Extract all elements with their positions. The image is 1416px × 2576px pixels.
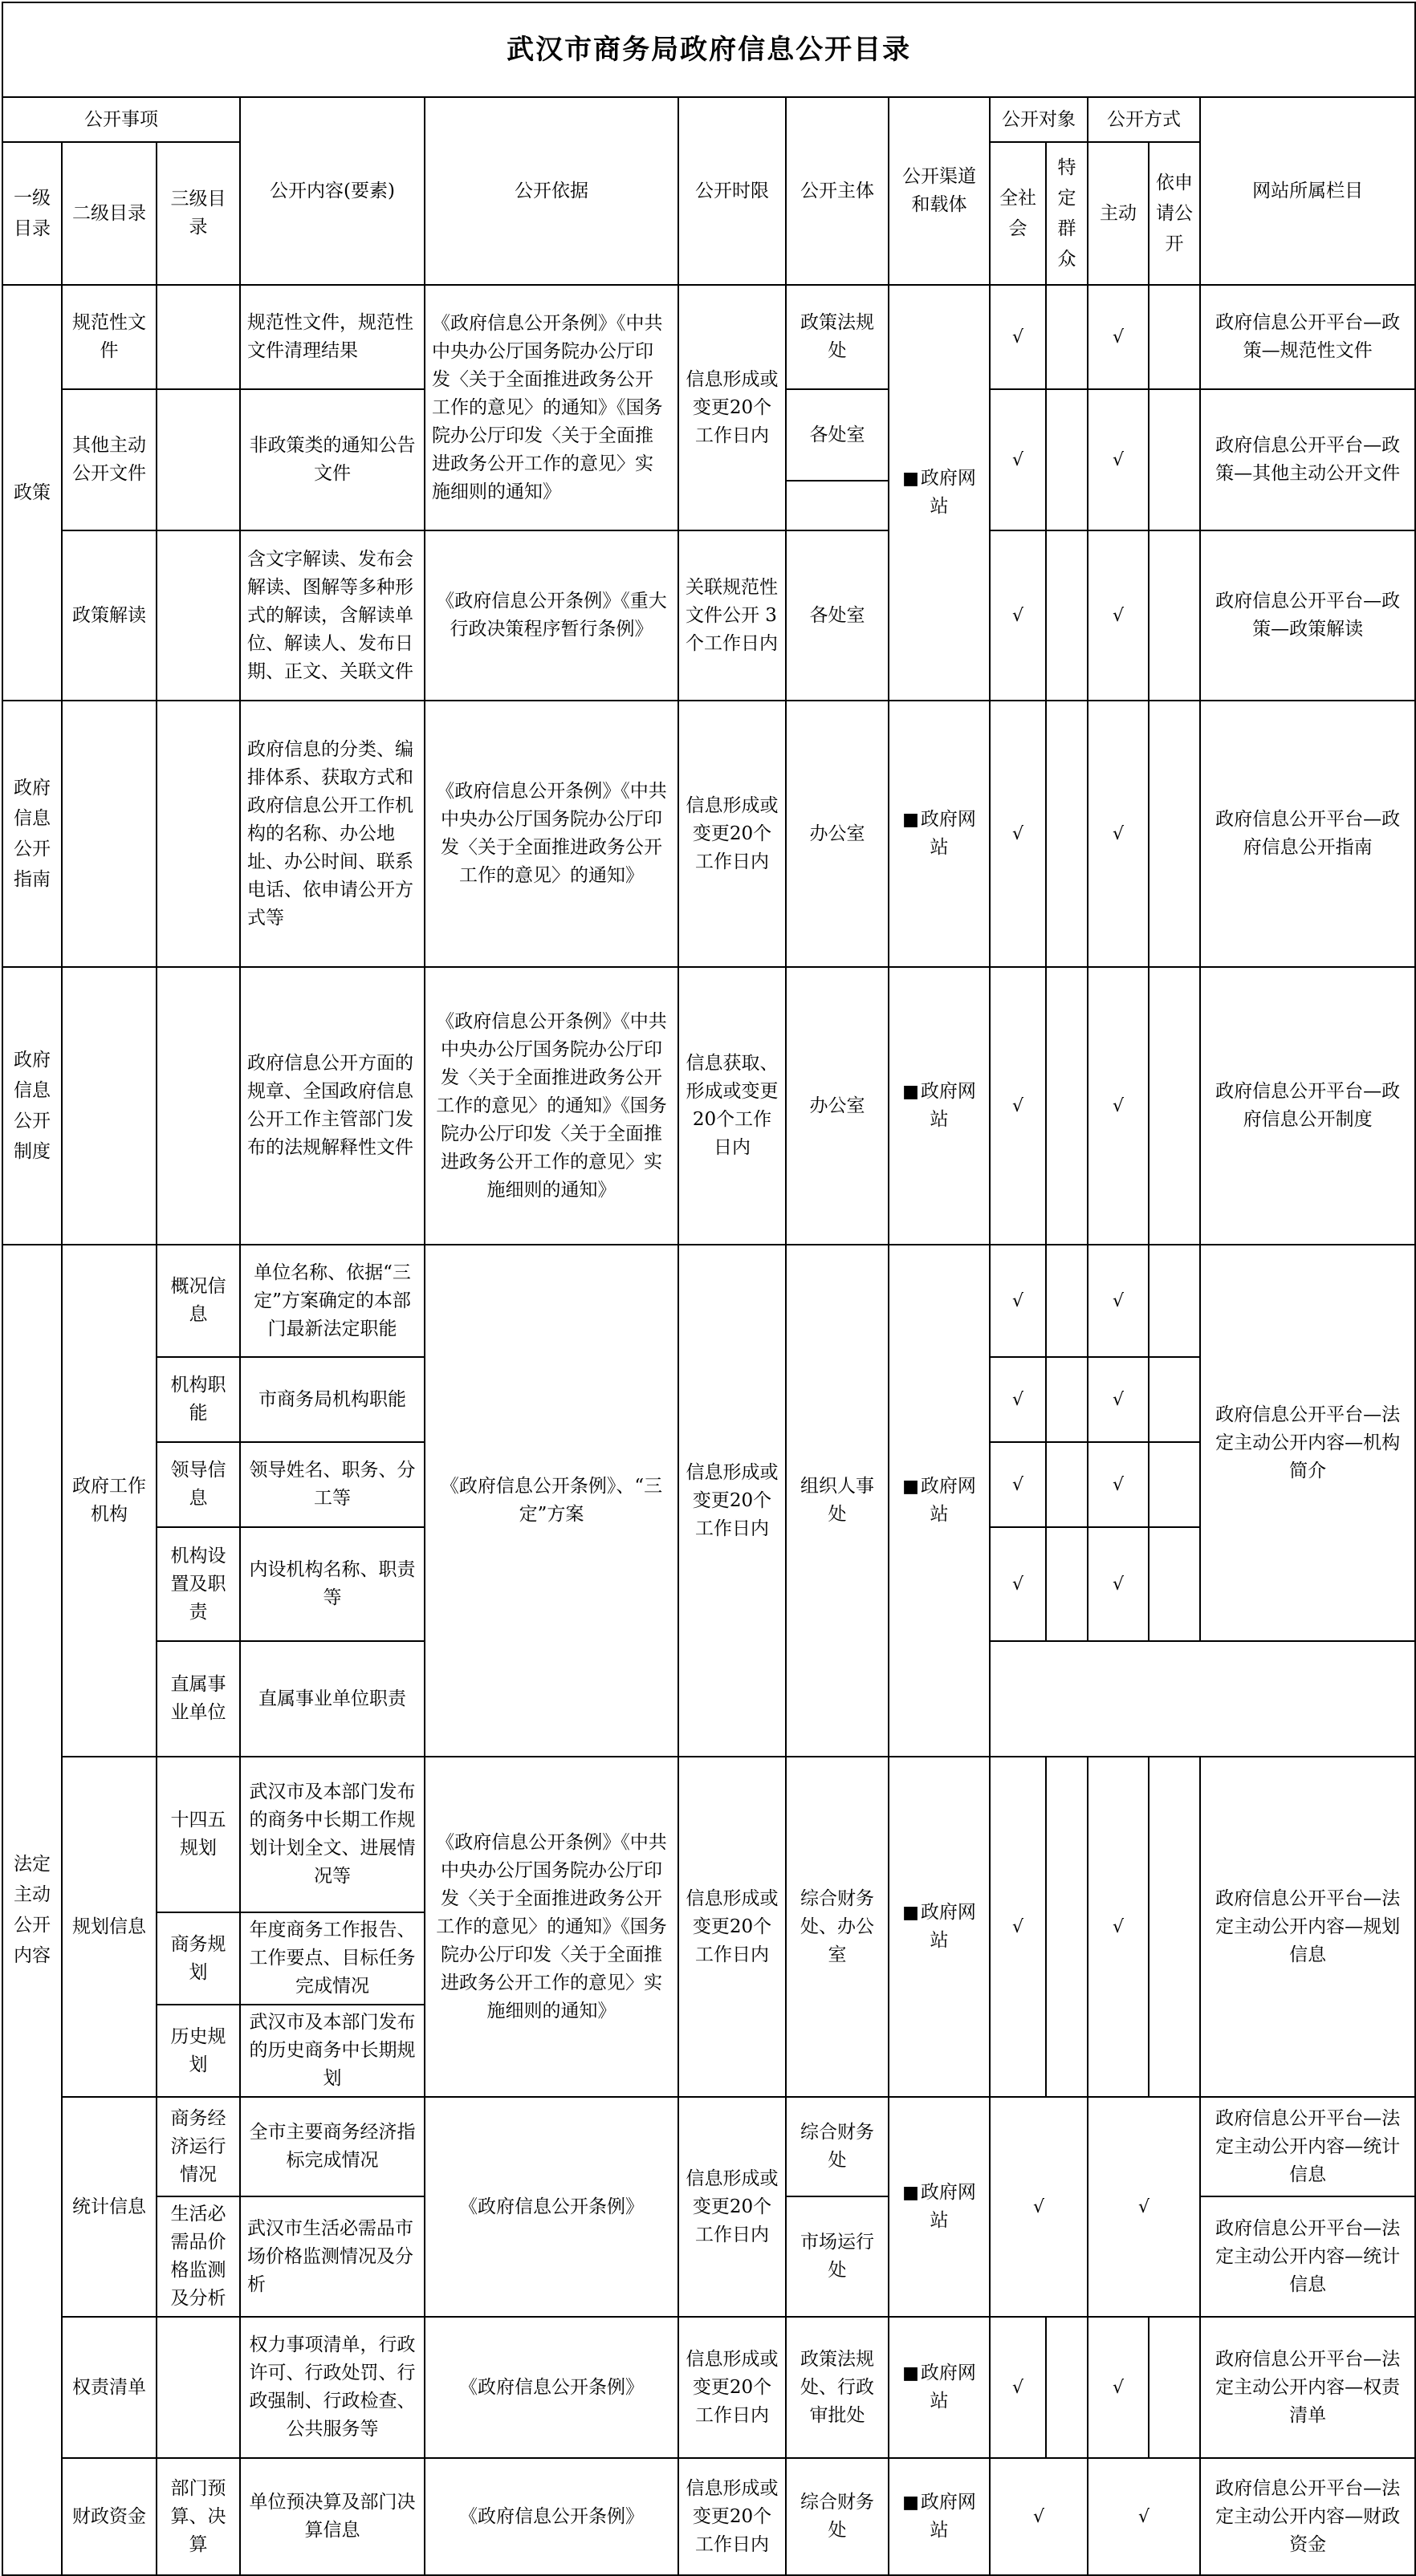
check-active-org: √ — [1088, 1527, 1149, 1641]
cell-empty — [1046, 1527, 1088, 1641]
square-icon: ■ — [902, 1903, 919, 1923]
cell-empty — [1149, 285, 1200, 389]
square-icon: ■ — [902, 810, 919, 830]
basis-org: 《政府信息公开条例》、“三定”方案 — [425, 1245, 678, 1757]
check-active-norm: √ — [1088, 285, 1149, 389]
cell-empty — [1046, 1757, 1088, 2097]
basis-guide: 《政府信息公开条例》《中共中央办公厅国务院办公厅印发〈关于全面推进政务公开工作的意见〉的通知》 — [425, 701, 678, 967]
level3-empty — [157, 701, 240, 967]
header-time-limit: 公开时限 — [678, 97, 786, 285]
level2-other: 其他主动公开文件 — [62, 389, 157, 530]
header-column: 网站所属栏目 — [1200, 97, 1415, 285]
channel-power — [889, 2317, 990, 2458]
cell-empty — [1149, 2317, 1200, 2458]
header-method-active: 主动 — [1088, 142, 1149, 285]
header-level3: 三级目录 — [157, 142, 240, 285]
channel-stats — [889, 2097, 990, 2317]
content-power: 权力事项清单，行政许可、行政处罚、行政强制、行政检查、公共服务等 — [240, 2317, 425, 2458]
check-active-finance: √ — [1088, 2458, 1200, 2575]
subject-power: 政策法规处、行政审批处 — [786, 2317, 889, 2458]
subject-plan: 综合财务处、办公室 — [786, 1757, 889, 2097]
cell-empty — [1149, 1357, 1200, 1442]
column-norm: 政府信息公开平台—政策—规范性文件 — [1200, 285, 1415, 389]
level3-empty — [157, 530, 240, 701]
content-stats: 全市主要商务经济指标完成情况 — [240, 2097, 425, 2196]
channel-text: 政府网站 — [920, 809, 976, 858]
cell-empty — [1046, 1442, 1088, 1527]
level2-empty — [62, 967, 157, 1245]
time-interpret: 关联规范性文件公开 3 个工作日内 — [678, 530, 786, 701]
time-power: 信息形成或变更20个工作日内 — [678, 2317, 786, 2458]
channel-org — [889, 1245, 990, 1757]
channel-text: 政府网站 — [920, 2363, 976, 2411]
level3-empty — [157, 2317, 240, 2458]
subject-interpret: 各处室 — [786, 530, 889, 701]
time-org: 信息形成或变更20个工作日内 — [678, 1245, 786, 1757]
header-content: 公开内容(要素) — [240, 97, 425, 285]
cell-empty — [1149, 1442, 1200, 1527]
header-subject: 公开主体 — [786, 97, 889, 285]
level2-empty — [62, 701, 157, 967]
check-active-power: √ — [1088, 2317, 1149, 2458]
check-all-other: √ — [990, 389, 1046, 530]
check-active-plan: √ — [1088, 1757, 1149, 2097]
channel-text: 政府网站 — [920, 1081, 976, 1130]
check-active-other: √ — [1088, 389, 1149, 530]
level1-statutory: 法定主动公开内容 — [2, 1245, 62, 2575]
check-all-system: √ — [990, 967, 1046, 1245]
check-active-stats: √ — [1088, 2097, 1200, 2317]
content-system: 政府信息公开方面的规章、全国政府信息公开工作主管部门发布的法规解释性文件 — [240, 967, 425, 1245]
check-all-org: √ — [990, 1442, 1046, 1527]
level3-empty — [157, 967, 240, 1245]
level3-org: 机构职能 — [157, 1357, 240, 1442]
check-all-org: √ — [990, 1245, 1046, 1357]
level3-org: 领导信息 — [157, 1442, 240, 1527]
time-finance: 信息形成或变更20个工作日内 — [678, 2458, 786, 2575]
cell-empty — [1046, 1357, 1088, 1442]
channel-text: 政府网站 — [920, 468, 976, 517]
check-all-org: √ — [990, 1357, 1046, 1442]
header-basis: 公开依据 — [425, 97, 678, 285]
square-icon: ■ — [902, 2183, 919, 2203]
basis-power: 《政府信息公开条例》 — [425, 2317, 678, 2458]
cell-empty — [1149, 530, 1200, 701]
content-org: 内设机构名称、职责等 — [240, 1527, 425, 1641]
cell-empty — [1149, 1757, 1200, 2097]
check-all-interpret: √ — [990, 530, 1046, 701]
level3-org: 直属事业单位 — [157, 1641, 240, 1757]
content-finance: 单位预决算及部门决算信息 — [240, 2458, 425, 2575]
cell-empty — [1149, 701, 1200, 967]
level3-empty — [157, 285, 240, 389]
subject-org: 组织人事处 — [786, 1245, 889, 1757]
header-method-apply: 依申请公开 — [1149, 142, 1200, 285]
column-guide: 政府信息公开平台—政府信息公开指南 — [1200, 701, 1415, 967]
cell-empty — [1149, 1245, 1200, 1357]
check-all-stats: √ — [990, 2097, 1088, 2317]
level2-stats: 统计信息 — [62, 2097, 157, 2317]
level3-org: 概况信息 — [157, 1245, 240, 1357]
check-all-finance: √ — [990, 2458, 1088, 2575]
basis-system: 《政府信息公开条例》《中共中央办公厅国务院办公厅印发〈关于全面推进政务公开工作的意见〉的通知》《国务院办公厅印发〈关于全面推进政务公开工作的意见〉实施细则的通知》 — [425, 967, 678, 1245]
subject-empty — [786, 481, 889, 530]
check-all-norm: √ — [990, 285, 1046, 389]
square-icon: ■ — [902, 469, 919, 489]
channel-system — [889, 967, 990, 1245]
time-system: 信息获取、形成或变更20个工作日内 — [678, 967, 786, 1245]
check-active-org: √ — [1088, 1357, 1149, 1442]
subject-finance: 综合财务处 — [786, 2458, 889, 2575]
channel-text: 政府网站 — [920, 1476, 976, 1525]
cell-empty — [1046, 285, 1088, 389]
cell-empty — [1046, 967, 1088, 1245]
square-icon: ■ — [902, 2493, 919, 2513]
content-org: 单位名称、依据“三定”方案确定的本部门最新法定职能 — [240, 1245, 425, 1357]
level1-system: 政府信息公开制度 — [2, 967, 62, 1245]
cell-empty — [1149, 967, 1200, 1245]
channel-finance — [889, 2458, 990, 2575]
column-power: 政府信息公开平台—法定主动公开内容—权责清单 — [1200, 2317, 1415, 2458]
header-target-all: 全社会 — [990, 142, 1046, 285]
level1-guide: 政府信息公开指南 — [2, 701, 62, 967]
header-target-specific: 特定群众 — [1046, 142, 1088, 285]
cell-empty — [1149, 1527, 1200, 1641]
check-active-system: √ — [1088, 967, 1149, 1245]
check-active-org: √ — [1088, 1245, 1149, 1357]
header-channel: 公开渠道和载体 — [889, 97, 990, 285]
level1-policy: 政策 — [2, 285, 62, 701]
content-guide: 政府信息的分类、编排体系、获取方式和政府信息公开工作机构的名称、办公地址、办公时间、联系电话、依申请公开方式等 — [240, 701, 425, 967]
catalog-table — [2, 2, 1416, 2576]
header-level1: 一级目录 — [2, 142, 62, 285]
content-stats: 武汉市生活必需品市场价格监测情况及分析 — [240, 2196, 425, 2317]
check-all-plan: √ — [990, 1757, 1046, 2097]
level2-interpret: 政策解读 — [62, 530, 157, 701]
time-plan: 信息形成或变更20个工作日内 — [678, 1757, 786, 2097]
content-norm: 规范性文件，规范性文件清理结果 — [240, 285, 425, 389]
column-org: 政府信息公开平台—法定主动公开内容—机构简介 — [1200, 1245, 1415, 1641]
column-system: 政府信息公开平台—政府信息公开制度 — [1200, 967, 1415, 1245]
header-method: 公开方式 — [1088, 97, 1200, 142]
level3-org: 机构设置及职责 — [157, 1527, 240, 1641]
column-stats: 政府信息公开平台—法定主动公开内容—统计信息 — [1200, 2097, 1415, 2196]
cell-empty — [1149, 389, 1200, 530]
level2-plan: 规划信息 — [62, 1757, 157, 2097]
subject-norm: 政策法规处 — [786, 285, 889, 389]
channel-text: 政府网站 — [920, 1902, 976, 1951]
check-all-power: √ — [990, 2317, 1046, 2458]
subject-system: 办公室 — [786, 967, 889, 1245]
time-stats: 信息形成或变更20个工作日内 — [678, 2097, 786, 2317]
column-stats: 政府信息公开平台—法定主动公开内容—统计信息 — [1200, 2196, 1415, 2317]
basis-policy: 《政府信息公开条例》《中共中央办公厅国务院办公厅印发〈关于全面推进政务公开工作的意见〉的通知》《国务院办公厅印发〈关于全面推进政务公开工作的意见〉实施细则的通知》 — [425, 285, 678, 530]
subject-stats: 市场运行处 — [786, 2196, 889, 2317]
column-plan: 政府信息公开平台—法定主动公开内容—规划信息 — [1200, 1757, 1415, 2097]
channel-text: 政府网站 — [920, 2492, 976, 2541]
content-org: 市商务局机构职能 — [240, 1357, 425, 1442]
check-active-interpret: √ — [1088, 530, 1149, 701]
column-other: 政府信息公开平台—政策—其他主动公开文件 — [1200, 389, 1415, 530]
check-active-org: √ — [1088, 1442, 1149, 1527]
level3-finance: 部门预算、决算 — [157, 2458, 240, 2575]
content-plan: 武汉市及本部门发布的商务中长期工作规划计划全文、进展情况等 — [240, 1757, 425, 1912]
channel-text: 政府网站 — [920, 2182, 976, 2231]
cell-empty — [1046, 1245, 1088, 1357]
subject-guide: 办公室 — [786, 701, 889, 967]
content-plan: 武汉市及本部门发布的历史商务中长期规划 — [240, 2005, 425, 2097]
level2-org: 政府工作机构 — [62, 1245, 157, 1757]
basis-interpret: 《政府信息公开条例》《重大行政决策程序暂行条例》 — [425, 530, 678, 701]
cell-empty — [1046, 701, 1088, 967]
level3-empty — [157, 389, 240, 530]
time-policy: 信息形成或变更20个工作日内 — [678, 285, 786, 530]
cell-empty — [1046, 389, 1088, 530]
content-interpret: 含文字解读、发布会解读、图解等多种形式的解读，含解读单位、解读人、发布日期、正文、关联文件 — [240, 530, 425, 701]
level3-stats: 商务经济运行情况 — [157, 2097, 240, 2196]
subject-other: 各处室 — [786, 389, 889, 481]
channel-plan — [889, 1757, 990, 2097]
subject-stats: 综合财务处 — [786, 2097, 889, 2196]
column-finance: 政府信息公开平台—法定主动公开内容—财政资金 — [1200, 2458, 1415, 2575]
content-org: 领导姓名、职务、分工等 — [240, 1442, 425, 1527]
check-all-guide: √ — [990, 701, 1046, 967]
content-other: 非政策类的通知公告文件 — [240, 389, 425, 530]
cell-empty — [990, 1641, 1415, 1757]
header-matters: 公开事项 — [2, 97, 240, 142]
check-all-org: √ — [990, 1527, 1046, 1641]
channel-guide — [889, 701, 990, 967]
channel-policy — [889, 285, 990, 701]
level2-norm: 规范性文件 — [62, 285, 157, 389]
level2-finance: 财政资金 — [62, 2458, 157, 2575]
square-icon: ■ — [902, 1477, 919, 1497]
content-org: 直属事业单位职责 — [240, 1641, 425, 1757]
time-guide: 信息形成或变更20个工作日内 — [678, 701, 786, 967]
level3-plan: 商务规划 — [157, 1912, 240, 2005]
basis-stats: 《政府信息公开条例》 — [425, 2097, 678, 2317]
level2-power: 权责清单 — [62, 2317, 157, 2458]
header-target: 公开对象 — [990, 97, 1088, 142]
level3-plan: 十四五规划 — [157, 1757, 240, 1912]
content-plan: 年度商务工作报告、工作要点、目标任务完成情况 — [240, 1912, 425, 2005]
page-title: 武汉市商务局政府信息公开目录 — [2, 2, 1415, 97]
header-level2: 二级目录 — [62, 142, 157, 285]
square-icon: ■ — [902, 1082, 919, 1102]
cell-empty — [1046, 2317, 1088, 2458]
cell-empty — [1046, 530, 1088, 701]
check-active-guide: √ — [1088, 701, 1149, 967]
level3-plan: 历史规划 — [157, 2005, 240, 2097]
column-interpret: 政府信息公开平台—政策—政策解读 — [1200, 530, 1415, 701]
basis-plan: 《政府信息公开条例》《中共中央办公厅国务院办公厅印发〈关于全面推进政务公开工作的意见〉的通知》《国务院办公厅印发〈关于全面推进政务公开工作的意见〉实施细则的通知》 — [425, 1757, 678, 2097]
level3-stats: 生活必需品价格监测及分析 — [157, 2196, 240, 2317]
basis-finance: 《政府信息公开条例》 — [425, 2458, 678, 2575]
square-icon: ■ — [902, 2363, 919, 2383]
